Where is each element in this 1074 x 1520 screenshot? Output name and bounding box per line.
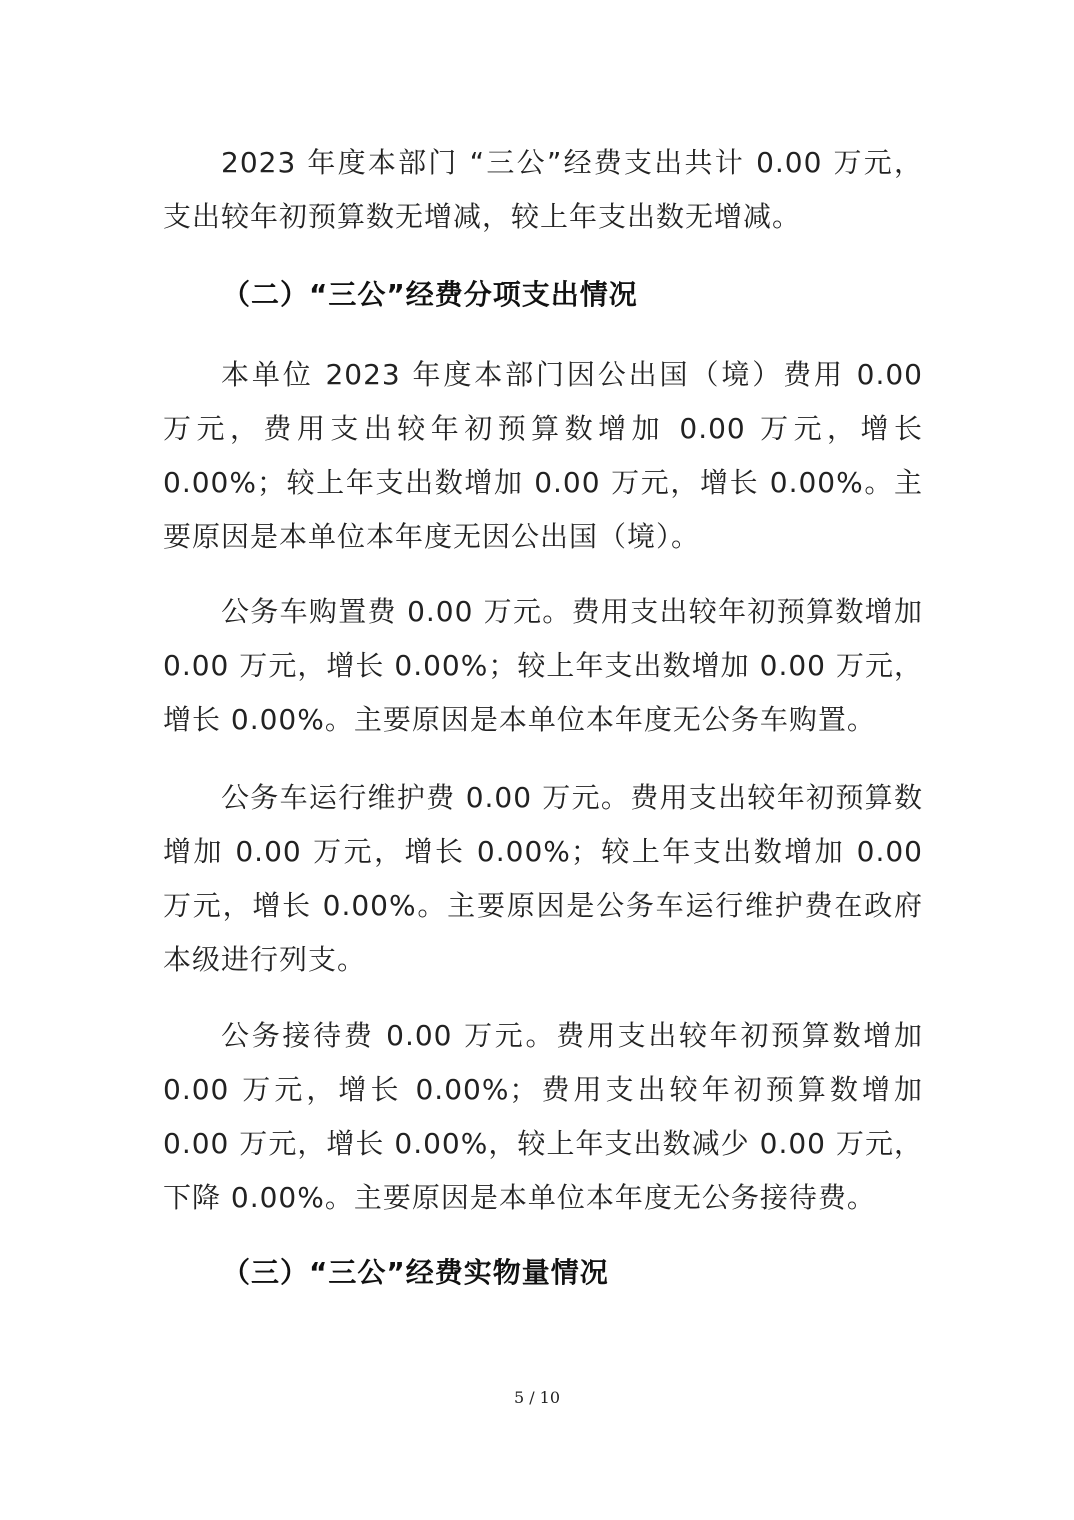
section-heading-itemized: （二）“三公”经费分项支出情况 bbox=[222, 278, 638, 311]
page-number: 5 / 10 bbox=[513, 1388, 561, 1407]
paragraph-vehicle-maintenance: 公务车运行维护费 0.00 万元。费用支出较年初预算数增加 0.00 万元，增长 0.00%；较上年支出数增加 0.00 万元，增长 0.00%。主要原因是公务车运行维护费在政府本级进行列支。 bbox=[163, 781, 923, 976]
section-heading-physical-quantity: （三）“三公”经费实物量情况 bbox=[222, 1256, 609, 1289]
paragraph-overseas-travel: 本单位 2023 年度本部门因公出国（境）费用 0.00 万元，费用支出较年初预算数增加 0.00 万元，增长 0.00%；较上年支出数增加 0.00 万元，增长 0.00%。主要原因是本单位本年度无因公出国（境）。 bbox=[163, 358, 923, 553]
paragraph-vehicle-purchase: 公务车购置费 0.00 万元。费用支出较年初预算数增加 0.00 万元，增长 0.00%；较上年支出数增加 0.00 万元，增长 0.00%。主要原因是本单位本年度无公务车购置。 bbox=[163, 595, 923, 736]
paragraph-official-reception: 公务接待费 0.00 万元。费用支出较年初预算数增加 0.00 万元，增长 0.00%；费用支出较年初预算数增加 0.00 万元，增长 0.00%，较上年支出数减少 0.00 万元，下降 0.00%。主要原因是本单位本年度无公务接待费。 bbox=[163, 1019, 923, 1214]
paragraph-total-expenditure: 2023 年度本部门 “三公”经费支出共计 0.00 万元，支出较年初预算数无增减，较上年支出数无增减。 bbox=[163, 146, 923, 233]
